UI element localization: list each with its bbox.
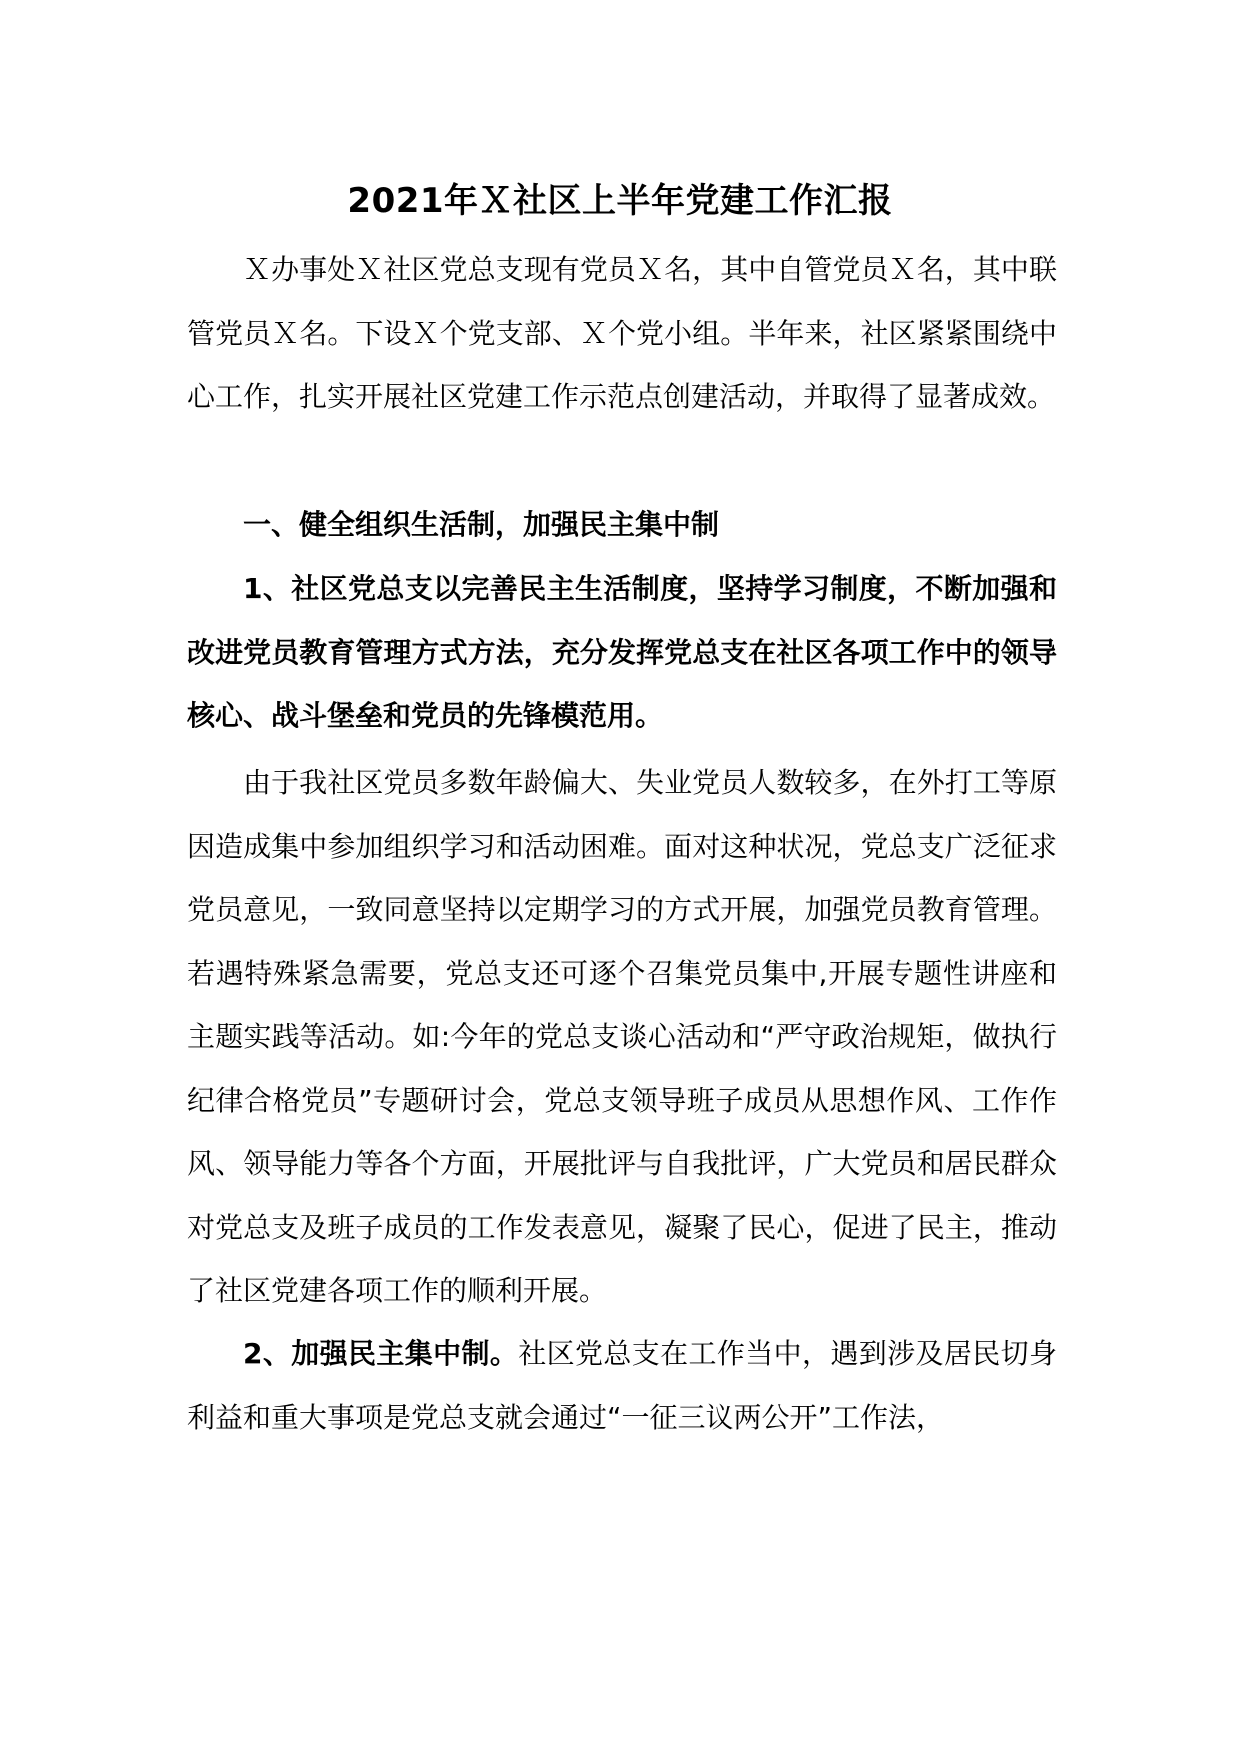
- document-title: 2021年Ｘ社区上半年党建工作汇报: [347, 181, 893, 221]
- intro-paragraph: Ｘ办事处Ｘ社区党总支现有党员Ｘ名，其中自管党员Ｘ名，其中联管党员Ｘ名。下设Ｘ个党支部、Ｘ个党小组。半年来，社区紧紧围绕中心工作，扎实开展社区党建工作示范点创建活动，并取得了显著成效。: [187, 253, 1057, 413]
- item-1-explanation-paragraph: 由于我社区党员多数年龄偏大、失业党员人数较多，在外打工等原因造成集中参加组织学习和活动困难。面对这种状况，党总支广泛征求党员意见，一致同意坚持以定期学习的方式开展，加强党员教育管理。若遇特殊紧急需要，党总支还可逐个召集党员集中,开展专题性讲座和主题实践等活动。如:今年的党总支谈心活动和“严守政治规矩，做执行纪律合格党员”专题研讨会，党总支领导班子成员从思想作风、工作作风、领导能力等各个方面，开展批评与自我批评，广大党员和居民群众对党总支及班子成员的工作发表意见，凝聚了民心，促进了民主，推动了社区党建各项工作的顺利开展。: [187, 766, 1057, 1307]
- item-2-lead: 2、加强民主集中制。: [243, 1337, 519, 1370]
- item-2-body: 社区党总支在工作当中，遇到涉及居民切身利益和重大事项是党总支就会通过“一征三议两公开”工作法，: [187, 1337, 1057, 1434]
- section-heading-1: 一、健全组织生活制，加强民主集中制: [243, 508, 720, 541]
- item-2-paragraph: [187, 1322, 1057, 1449]
- item-1-paragraph: 1、社区党总支以完善民主生活制度，坚持学习制度，不断加强和改进党员教育管理方式方法，充分发挥党总支在社区各项工作中的领导核心、战斗堡垒和党员的先锋模范用。: [187, 572, 1057, 732]
